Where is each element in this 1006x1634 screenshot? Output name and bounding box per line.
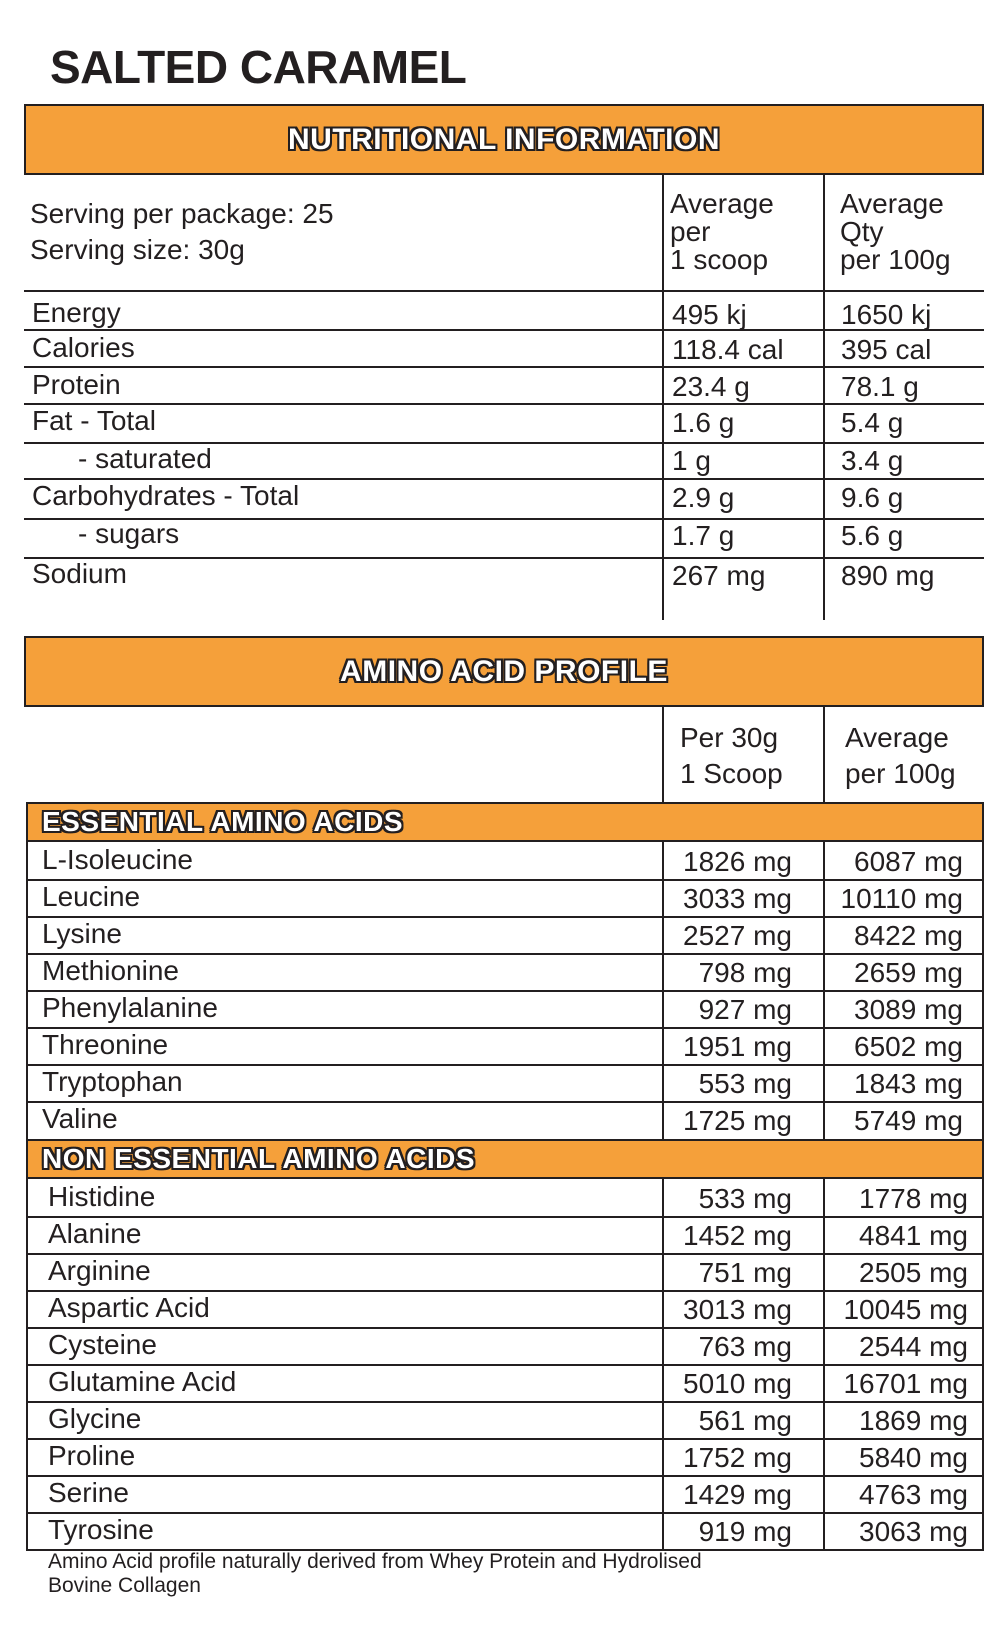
value-per-100g: 1650 kj — [841, 299, 932, 330]
amino-row-divider — [26, 1475, 984, 1477]
amino-per-30g: 927 mg — [698, 994, 792, 1025]
essential-amino-banner — [26, 802, 984, 842]
amino-per-100g: 3063 mg — [859, 1516, 968, 1547]
nutrition-banner — [24, 104, 984, 175]
amino-col2-header: Average per 100g — [845, 722, 956, 789]
value-per-scoop: 118.4 cal — [672, 334, 784, 365]
non-essential-amino-banner — [26, 1139, 984, 1179]
amino-per-100g: 5840 mg — [859, 1442, 968, 1473]
essential-amino-title: ESSENTIAL AMINO ACIDS — [42, 806, 404, 837]
amino-row-divider — [26, 1327, 984, 1329]
value-per-scoop: 2.9 g — [672, 482, 735, 513]
amino-per-30g: 3033 mg — [683, 883, 792, 914]
value-per-scoop: 1 g — [672, 445, 711, 476]
amino-label: Alanine — [48, 1218, 142, 1249]
amino-per-100g: 3089 mg — [854, 994, 963, 1025]
value-per-scoop: 1.6 g — [672, 407, 735, 438]
amino-per-100g: 4841 mg — [859, 1220, 968, 1251]
amino-per-30g: 1951 mg — [683, 1031, 792, 1062]
amino-col-divider-1 — [662, 707, 664, 802]
value-per-100g: 9.6 g — [841, 482, 904, 513]
amino-per-100g: 6087 mg — [854, 846, 963, 877]
amino-label: Glycine — [48, 1403, 142, 1434]
amino-per-100g: 6502 mg — [854, 1031, 963, 1062]
amino-label: Tyrosine — [48, 1514, 154, 1545]
nutrition-col-divider-1 — [662, 175, 664, 620]
amino-per-100g: 10045 mg — [843, 1294, 968, 1325]
amino-label: Arginine — [48, 1255, 151, 1286]
amino-banner — [24, 636, 984, 707]
amino-label: Histidine — [48, 1181, 156, 1212]
amino-per-30g: 3013 mg — [683, 1294, 792, 1325]
nutrient-label: Calories — [32, 332, 135, 363]
serving-size: Serving size: 30g — [30, 234, 245, 265]
amino-label: Lysine — [42, 918, 122, 949]
amino-row-divider — [26, 1512, 984, 1514]
amino-per-100g: 1778 mg — [859, 1183, 968, 1214]
value-per-100g: 78.1 g — [841, 371, 919, 402]
amino-label: Methionine — [42, 955, 179, 986]
nutrition-col-divider-2 — [823, 175, 825, 620]
nutrient-label: Fat - Total — [32, 405, 156, 436]
nutrition-col2-header: Average Qty per 100g — [840, 188, 951, 275]
amino-per-30g: 1429 mg — [683, 1479, 792, 1510]
amino-row-divider — [26, 1253, 984, 1255]
amino-per-100g: 10110 mg — [840, 883, 963, 914]
footnote: Amino Acid profile naturally derived from Whey Protein and Hydrolised Bovine Collagen — [48, 1550, 702, 1597]
value-per-100g: 5.4 g — [841, 407, 904, 438]
product-title: SALTED CARAMEL — [50, 41, 467, 93]
amino-per-30g: 919 mg — [698, 1516, 792, 1547]
amino-per-100g: 1869 mg — [859, 1405, 968, 1436]
value-per-scoop: 23.4 g — [672, 371, 750, 402]
amino-per-30g: 533 mg — [698, 1183, 792, 1214]
nutrient-label: Protein — [32, 369, 121, 400]
amino-label: Aspartic Acid — [48, 1292, 210, 1323]
amino-per-30g: 553 mg — [698, 1068, 792, 1099]
amino-per-100g: 2505 mg — [859, 1257, 968, 1288]
value-per-scoop: 495 kj — [672, 299, 747, 330]
amino-label: Proline — [48, 1440, 136, 1471]
amino-row-divider — [26, 879, 984, 881]
value-per-100g: 395 cal — [841, 334, 932, 365]
amino-per-30g: 5010 mg — [683, 1368, 792, 1399]
value-per-scoop: 1.7 g — [672, 520, 735, 551]
nutrient-label: - sugars — [78, 518, 180, 549]
amino-per-100g: 2659 mg — [854, 957, 963, 988]
nutrient-label: Carbohydrates - Total — [32, 480, 300, 511]
nutrition-col1-header: Average per 1 scoop — [670, 188, 774, 275]
amino-label: Phenylalanine — [42, 992, 218, 1023]
amino-banner-label: AMINO ACID PROFILE — [340, 654, 668, 688]
amino-per-100g: 1843 mg — [854, 1068, 963, 1099]
value-per-100g: 890 mg — [841, 560, 935, 591]
amino-row-divider — [26, 1438, 984, 1440]
amino-per-100g: 2544 mg — [859, 1331, 968, 1362]
amino-per-30g: 2527 mg — [683, 920, 792, 951]
amino-col-divider-2 — [823, 707, 825, 802]
amino-label: Leucine — [42, 881, 141, 912]
amino-per-100g: 4763 mg — [859, 1479, 968, 1510]
value-per-scoop: 267 mg — [672, 560, 766, 591]
nutrition-row-divider — [24, 366, 984, 368]
amino-per-30g: 1826 mg — [683, 846, 792, 877]
amino-per-30g: 1452 mg — [683, 1220, 792, 1251]
nutrition-banner-label: NUTRITIONAL INFORMATION — [287, 122, 720, 156]
amino-per-30g: 798 mg — [698, 957, 792, 988]
nutrient-label: - saturated — [78, 443, 212, 474]
amino-col1-header: Per 30g 1 Scoop — [680, 722, 783, 789]
amino-label: Serine — [48, 1477, 129, 1508]
serving-per-package: Serving per package: 25 — [30, 198, 334, 229]
nutrient-label: Energy — [32, 297, 121, 328]
amino-row-divider — [26, 1027, 984, 1029]
amino-row-divider — [26, 1216, 984, 1218]
nutrition-row-divider — [24, 290, 984, 292]
amino-label: Cysteine — [48, 1329, 157, 1360]
amino-per-30g: 1725 mg — [683, 1105, 792, 1136]
nutrition-row-divider — [24, 403, 984, 405]
value-per-100g: 3.4 g — [841, 445, 904, 476]
amino-label: Valine — [42, 1103, 118, 1134]
nutrition-row-divider — [24, 329, 984, 331]
amino-label: Tryptophan — [42, 1066, 183, 1097]
amino-row-divider — [26, 1401, 984, 1403]
nutrition-row-divider — [24, 557, 984, 559]
amino-label: Threonine — [42, 1029, 169, 1060]
non-essential-amino-title: NON ESSENTIAL AMINO ACIDS — [42, 1143, 476, 1174]
amino-label: L-Isoleucine — [42, 844, 193, 875]
amino-per-30g: 751 mg — [698, 1257, 792, 1288]
amino-label: Glutamine Acid — [48, 1366, 237, 1397]
value-per-100g: 5.6 g — [841, 520, 904, 551]
amino-per-30g: 1752 mg — [683, 1442, 792, 1473]
amino-per-30g: 561 mg — [698, 1405, 792, 1436]
amino-per-100g: 5749 mg — [854, 1105, 963, 1136]
amino-per-30g: 763 mg — [698, 1331, 792, 1362]
amino-row-divider — [26, 1101, 984, 1103]
amino-per-100g: 16701 mg — [843, 1368, 968, 1399]
nutrient-label: Sodium — [32, 558, 127, 589]
amino-per-100g: 8422 mg — [854, 920, 963, 951]
amino-row-divider — [26, 916, 984, 918]
